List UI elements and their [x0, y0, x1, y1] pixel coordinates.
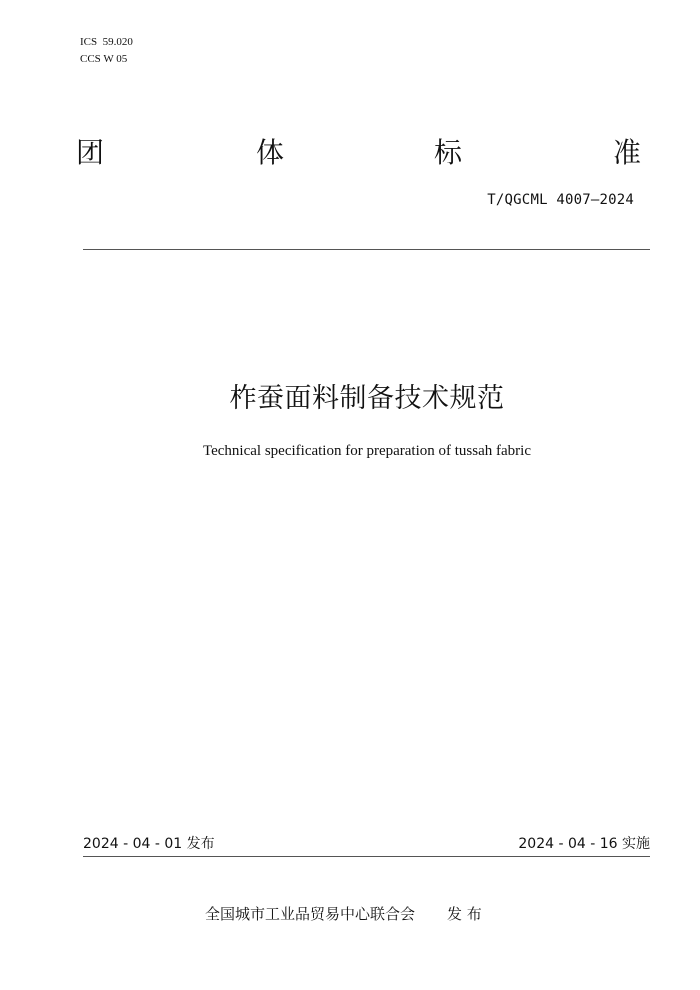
top-divider — [83, 249, 650, 250]
standard-number: T/QGCML 4007—2024 — [487, 192, 634, 208]
title-english: Technical specification for preparation of tussah fabric — [203, 443, 531, 459]
publish-date: 2024 - 04 - 01 发布 — [83, 836, 215, 852]
issue-label: 发 布 — [447, 905, 482, 923]
ics-code: ICS 59.020 — [80, 36, 133, 48]
standard-type-char: 准 — [613, 136, 642, 169]
standard-type-char: 标 — [434, 136, 463, 169]
standard-type-char: 体 — [256, 136, 285, 169]
standard-type-char: 团 — [76, 136, 105, 169]
bottom-divider — [83, 856, 650, 857]
issuer-line — [205, 904, 482, 924]
issuer-organization: 全国城市工业品贸易中心联合会 — [205, 905, 416, 923]
classification-codes — [80, 34, 133, 68]
ccs-code: CCS W 05 — [80, 53, 128, 65]
standard-type-heading — [76, 132, 650, 174]
implement-date: 2024 - 04 - 16 实施 — [518, 836, 650, 852]
title-chinese: 柞蚕面料制备技术规范 — [229, 383, 505, 414]
